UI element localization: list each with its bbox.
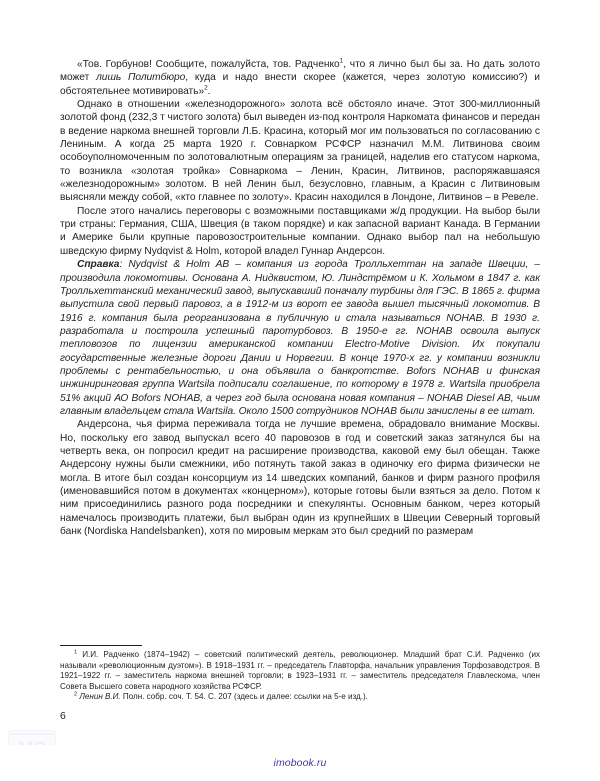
footnote-marker: 1 [74, 649, 78, 656]
text-run: «Тов. Горбунов! Сообщите, пожалуйста, тов. Радченко [77, 59, 340, 70]
footnote-reference[interactable]: 1 [339, 57, 344, 65]
paragraph-3 [60, 205, 540, 258]
text-run: Полн. собр. соч. Т. 54. С. 207 (здесь и далее: ссылки на 5-е изд.). [120, 692, 368, 702]
text-run: Однако в отношении «железнодорожного» золота всё обстояло иначе. Этот 300-миллионный золотой фонд (232,3 т чистого золота) был выведен из-под контроля Наркомата финансов и передан в ведение наркома внешней торговли Л.Б. Красина, который мог им пользоваться по согласованию с Лениным. А когда 25 марта 1920 г. Совнарком РСФСР назначил М.М. Литвинова своим особоуполномоченным по золотовалютным операциям за границей, наделив его статусом наркома, то возникла «золотая тройка» Совнаркома – Ленин, Красин, Литвинов, распоряжавшаяся «железнодорожным» золотом. В ней Ленин был, безусловно, главным, а Красин с Литвиновым выясняли между собой, «кто главнее по золоту». Красин находился в Лондоне, Литвинов – в Ревеле. [60, 99, 540, 204]
site-footer [0, 745, 600, 781]
watermark-bar [11, 733, 53, 735]
page-number: 6 [60, 710, 66, 722]
text-run: . [207, 85, 211, 97]
paragraph-1 [60, 58, 540, 98]
text-run: И.И. Радченко (1874–1942) – советский политический деятель, революционер. Младший брат С.И. Радченко (их называли «революционным дуэтом»). В 1918–1931 гг. – председатель Главторфа, начальник управления Торфозаводстроя. В 1921–1922 гг. – заместитель наркома внешней торговли; в 1923–1931 гг. – заместитель председателя Главлескома, член Совета Высшего совета народного хозяйства РСФСР. [60, 650, 540, 691]
page-body-text [60, 58, 540, 538]
text-run: Андерсона, чья фирма переживала тогда не лучшие времена, обрадовало внимание Москвы. Но, поскольку его завод выпускал всего 40 паровозов в год и советский заказ затянулся бы на четверть века, он попросил кредит на расширение производства, каковой ему был обещан. Также Андерсону нужны были смежники, ибо потянуть такой заказ в одиночку его фирма физически не могла. В итоге был создан консорциум из 14 шведских компаний, банков и фирм разного профиля (именовавшийся потом в документах «концерном»), которые готовы были взяться за дело. Потом к ним присоединились разного рода посредники и спекулянты. Основным банком, через который намечалось производить платежи, был выбран один из крупнейших в Швеции Северный торговый банк (Nordiska Handelsbanken), хотя по мировым меркам это был средний по размерам [60, 419, 540, 538]
text-run: : Nydqvist & Holm AB – компания из города Тролльхеттан на западе Швеции, – производила локомотивы. Основана А. Нидквистом, Ю. Линдстрёмом и К. Хольмом в 1847 г. как Тролльхеттанский механический завод, выпускавший поначалу турбины для ГЭС. В 1865 г. фирма выпустила свой первый паровоз, а в 1912-м из ворот ее завода вышел тысячный локомотив. В 1916 г. компания была реорганизована в публичную и стала называться NOHAB. В 1930 г. разработала и построила успешный паротурбовоз. В 1950-е гг. NOHAB освоила выпуск тепловозов по лицензии американской компании Electro-Motive Division. Их покупали государственные железные дороги Дании и Норвегии. В конце 1970-х гг. у компании возникли проблемы с рентабельностью, и она объявила о банкротстве. Bofors NOHAB и финская инжиниринговая группа Wartsila подписали соглашение, по которому в 1978 г. Wartsila приобрела 51% акций АО Bofors NOHAB, а через год была основана новая компания – NOHAB Diesel AB, чьим главным владельцем стала Wartsila. Около 1500 сотрудников NOHAB были зачислены в ее штат. [60, 259, 540, 417]
footnote-2 [60, 692, 540, 703]
text-run: После этого начались переговоры с возможными поставщиками ж/д продукции. На выбор были три страны: Германия, США, Швеция (в таком порядке) и как запасной вариант Канада. В Германии и Америке были крупные паровозостроительные компании. Однако выбор пал на небольшую шведскую фирму Nydqvist & Holm, которой владел Гуннар Андерсон. [60, 205, 540, 257]
paragraph-spravka [60, 258, 540, 418]
paragraph-2 [60, 98, 540, 205]
footnote-marker: 2 [74, 691, 78, 698]
italic-run: лишь Политбюро [96, 72, 186, 84]
footnote-text [60, 650, 540, 691]
text-run: , куда и надо внести скорее (кажется, через золотую комиссию?) и обстоятельнее мотивировать» [60, 72, 540, 97]
footnote-block [60, 645, 540, 703]
text-run: , что я лично был бы за. Но дать золото может [60, 59, 540, 84]
footnote-text [79, 692, 368, 701]
italic-run: Ленин В.И. [79, 692, 121, 702]
paragraph-5 [60, 418, 540, 538]
footnote-1 [60, 650, 540, 692]
site-url-link[interactable]: imobook.ru [273, 757, 327, 769]
bold-italic-run: Справка [77, 259, 120, 271]
footnote-separator-rule [60, 645, 142, 646]
footnote-reference[interactable]: 2 [204, 84, 208, 92]
